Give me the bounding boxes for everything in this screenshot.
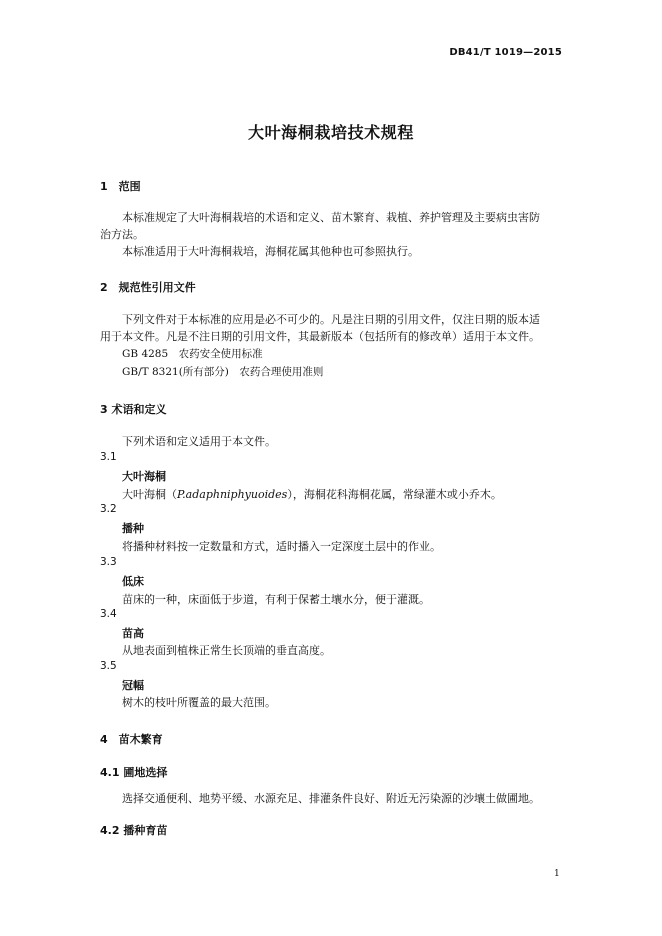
normative-reference-1: GB 4285 农药安全使用标准 (122, 348, 263, 360)
document-title: 大叶海桐栽培技术规程 (247, 123, 414, 142)
document-code: DB41/T 1019—2015 (449, 47, 562, 58)
section-2-paragraph-line-2: 用于本文件。凡是不注日期的引用文件，其最新版本（包括所有的修改单）适用于本文件。 (100, 330, 540, 343)
section-2-heading: 2 规范性引用文件 (100, 281, 196, 294)
normative-reference-2: GB/T 8321(所有部分) 农药合理使用准则 (122, 366, 324, 378)
section-2-paragraph-line-1: 下列文件对于本标准的应用是必不可少的。凡是注日期的引用文件，仅注日期的版本适 (122, 313, 540, 326)
section-1-heading: 1 范围 (100, 180, 141, 193)
page-number: 1 (554, 869, 560, 879)
term-3-2-number: 3.2 (100, 503, 117, 515)
section-4-heading: 4 苗木繁育 (100, 733, 163, 746)
term-3-4-definition: 从地表面到植株正常生长顶端的垂直高度。 (122, 644, 331, 657)
term-3-5-name: 冠幅 (122, 679, 144, 692)
term-3-5-definition: 树木的枝叶所覆盖的最大范围。 (122, 696, 276, 709)
section-3-intro: 下列术语和定义适用于本文件。 (122, 435, 276, 448)
section-1-paragraph-1-line-2: 治方法。 (100, 228, 144, 241)
term-3-4-name: 苗高 (122, 627, 144, 640)
term-3-3-definition: 苗床的一种，床面低于步道，有利于保蓄土壤水分，便于灌溉。 (122, 593, 430, 606)
term-3-2-name: 播种 (122, 522, 144, 535)
term-3-1-number: 3.1 (100, 451, 117, 463)
section-4-1-text: 选择交通便利、地势平缓、水源充足、排灌条件良好、附近无污染源的沙壤土做圃地。 (122, 792, 540, 805)
term-3-3-name: 低床 (122, 575, 144, 588)
section-4-2-heading: 4.2 播种育苗 (100, 824, 168, 837)
latin-name: P.adaphniphyuoides (177, 488, 288, 501)
section-3-heading: 3 术语和定义 (100, 403, 167, 416)
term-3-4-number: 3.4 (100, 608, 117, 620)
term-3-5-number: 3.5 (100, 660, 117, 672)
section-1-paragraph-2: 本标准适用于大叶海桐栽培，海桐花属其他种也可参照执行。 (122, 245, 419, 258)
section-1-paragraph-1-line-1: 本标准规定了大叶海桐栽培的术语和定义、苗木繁育、栽植、养护管理及主要病虫害防 (122, 211, 540, 224)
term-3-1-definition: 大叶海桐（P.adaphniphyuoides），海桐花科海桐花属，常绿灌木或小乔木。 (122, 488, 502, 501)
section-4-1-heading: 4.1 圃地选择 (100, 766, 168, 779)
term-3-3-number: 3.3 (100, 556, 117, 568)
term-3-2-definition: 将播种材料按一定数量和方式，适时播入一定深度土层中的作业。 (122, 540, 441, 553)
term-3-1-name: 大叶海桐 (122, 470, 166, 483)
